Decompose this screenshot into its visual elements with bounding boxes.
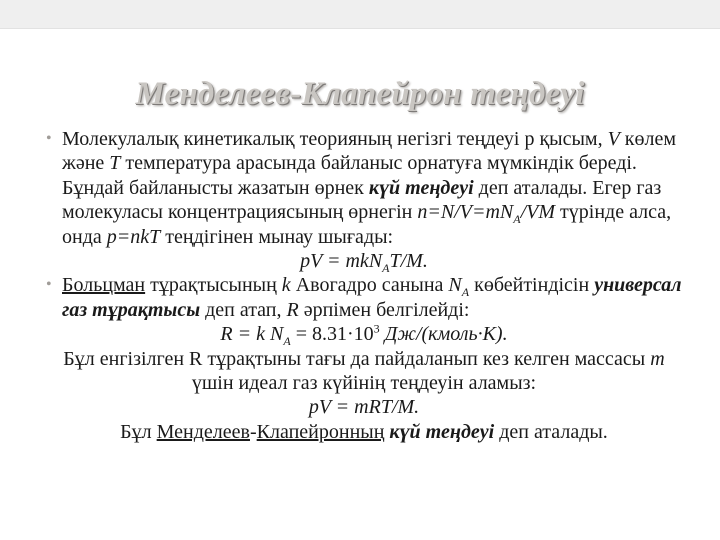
equation-3: pV = mRT/M. xyxy=(308,396,420,419)
equation-1: pV = mkN$_A$T/M. xyxy=(300,250,428,276)
link-clapeyron[interactable]: Клапейронның xyxy=(256,420,385,443)
slide-content xyxy=(44,127,684,444)
slide-title: Менделеев-Клапейрон теңдеуі xyxy=(135,76,585,112)
bullet-paragraph-2: • Больцман тұрақтысының k Авогадро санына $N_A$ көбейтіндісін универсал газ тұрақтысы деп атап, R әрпімен белгілейді: xyxy=(46,274,682,321)
equation-2: R = k $N_A = 8.31\cdot 10^3$ Дж/(кмоль·К). xyxy=(220,321,508,349)
bullet-icon: • xyxy=(46,130,52,147)
term-state-equation-2: күй теңдеуі xyxy=(389,420,495,443)
paragraph-3: Бұл енгізілген R тұрақтыны тағы да пайдаланып кез келген массасы m үшін идеал газ күйінің теңдеуін аламыз: xyxy=(63,347,665,395)
paragraph-4: Бұл Менделеев-Клапейронның күй теңдеуі деп аталады. xyxy=(120,420,608,443)
term-universal-gas-constant: универсал газ тұрақтысы xyxy=(62,274,682,321)
link-mendeleev[interactable]: Менделеев xyxy=(156,420,250,443)
bullet-paragraph-1: • Молекулалық кинетикалық теорияның негізгі теңдеуі p қысым, V көлем және T температура арасында байланыс орнатуға мүмкіндік береді. Бұндай байланысты жазатын өрнек күй теңдеуі деп аталады. Егер газ молекуласы концентрациясының өрнегін $n=N/V=mN_A/VM$ түрінде алса, онда p=nkT теңдігінен мынау шығады: xyxy=(46,128,677,248)
top-bar xyxy=(0,0,720,29)
link-boltzmann[interactable]: Больцман xyxy=(62,274,146,297)
bullet-icon: • xyxy=(46,276,52,294)
term-state-equation: күй теңдеуі xyxy=(368,176,474,199)
